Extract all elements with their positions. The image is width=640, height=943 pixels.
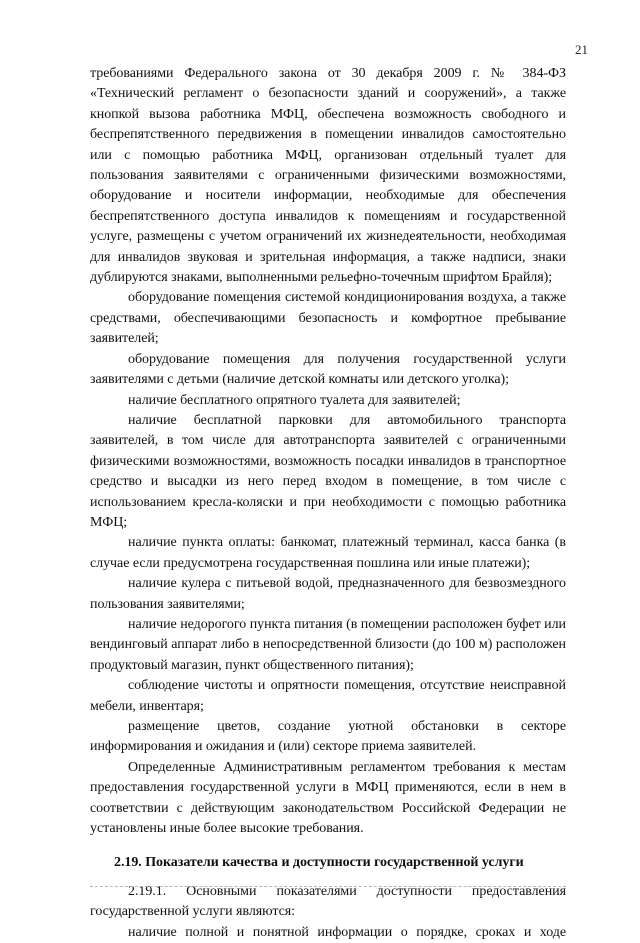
page-body [90, 64, 566, 943]
paragraph-food-point: наличие недорогого пункта питания (в помещении расположен буфет или вендинговый аппарат либо в непосредственной близости (до 100 м) расположен продуктовый магазин, пункт общественного питания); [90, 616, 566, 673]
paragraph-requirements: Определенные Административным регламентом требования к местам предоставления государственной услуги в МФЦ применяются, если в нем в соответствии с действующим законодательством Российской Федерации не установлены иные более высокие требования. [90, 759, 566, 837]
paragraph-indicators: 2.19.1. Основными показателями доступности предоставления государственной услуги являются: [90, 883, 566, 920]
paragraph-flowers: размещение цветов, создание уютной обстановки в секторе информирования и ожидания и (или) секторе приема заявителей. [90, 719, 566, 755]
paragraph-water-cooler: наличие кулера с питьевой водой, предназначенного для безвозмездного пользования заявителями; [90, 576, 566, 612]
paragraph-information: наличие полной и понятной информации о порядке, сроках и ходе [128, 924, 566, 940]
page-number: 21 [575, 42, 588, 57]
paragraph-toilet: наличие бесплатного опрятного туалета для заявителей; [128, 392, 461, 408]
paragraph-continuation: требованиями Федерального закона от 30 декабря 2009 г. № 384-ФЗ «Технический регламент о безопасности зданий и сооружений», а также кнопкой вызова работника МФЦ, обеспечена возможность свободного и беспрепятственного передвижения в помещении инвалидов самостоятельно или с помощью работника МФЦ, организован отдельный туалет для пользования заявителями с ограниченными физическими возможностями, оборудование и носители информации, необходимые для обеспечения беспрепятственного доступа инвалидов к помещениям и государственной услуге, размещены с учетом ограничений их жизнедеятельности, необходимая для инвалидов звуковая и зрительная информация, а также надписи, знаки дублируются знаками, выполненными рельефно-точечным шрифтом Брайля); [90, 66, 566, 286]
paragraph-parking: наличие бесплатной парковки для автомобильного транспорта заявителей, в том числе для автотранспорта заявителей с ограниченными физическими возможностями, возможность посадки инвалидов в транспортное средство и высадки из него перед входом в помещение, в том числе с использованием кресла-коляски и при необходимости с помощью работника МФЦ; [90, 412, 566, 530]
paragraph-cleanliness: соблюдение чистоты и опрятности помещения, отсутствие неисправной мебели, инвентаря; [90, 678, 566, 714]
paragraph-children-room: оборудование помещения для получения государственной услуги заявителями с детьми (наличие детской комнаты или детского уголка); [90, 351, 566, 388]
bottom-divider [90, 886, 566, 887]
paragraph-payment-point: наличие пункта оплаты: банкомат, платежный терминал, касса банка (в случае если предусмотрена государственная пошлина или иные платежи); [90, 535, 566, 571]
section-heading: 2.19. Показатели качества и доступности государственной услуги [114, 855, 524, 871]
paragraph-air-conditioning: оборудование помещения системой кондиционирования воздуха, а также средствами, обеспечивающими безопасность и комфортное пребывание заявителей; [90, 290, 566, 347]
